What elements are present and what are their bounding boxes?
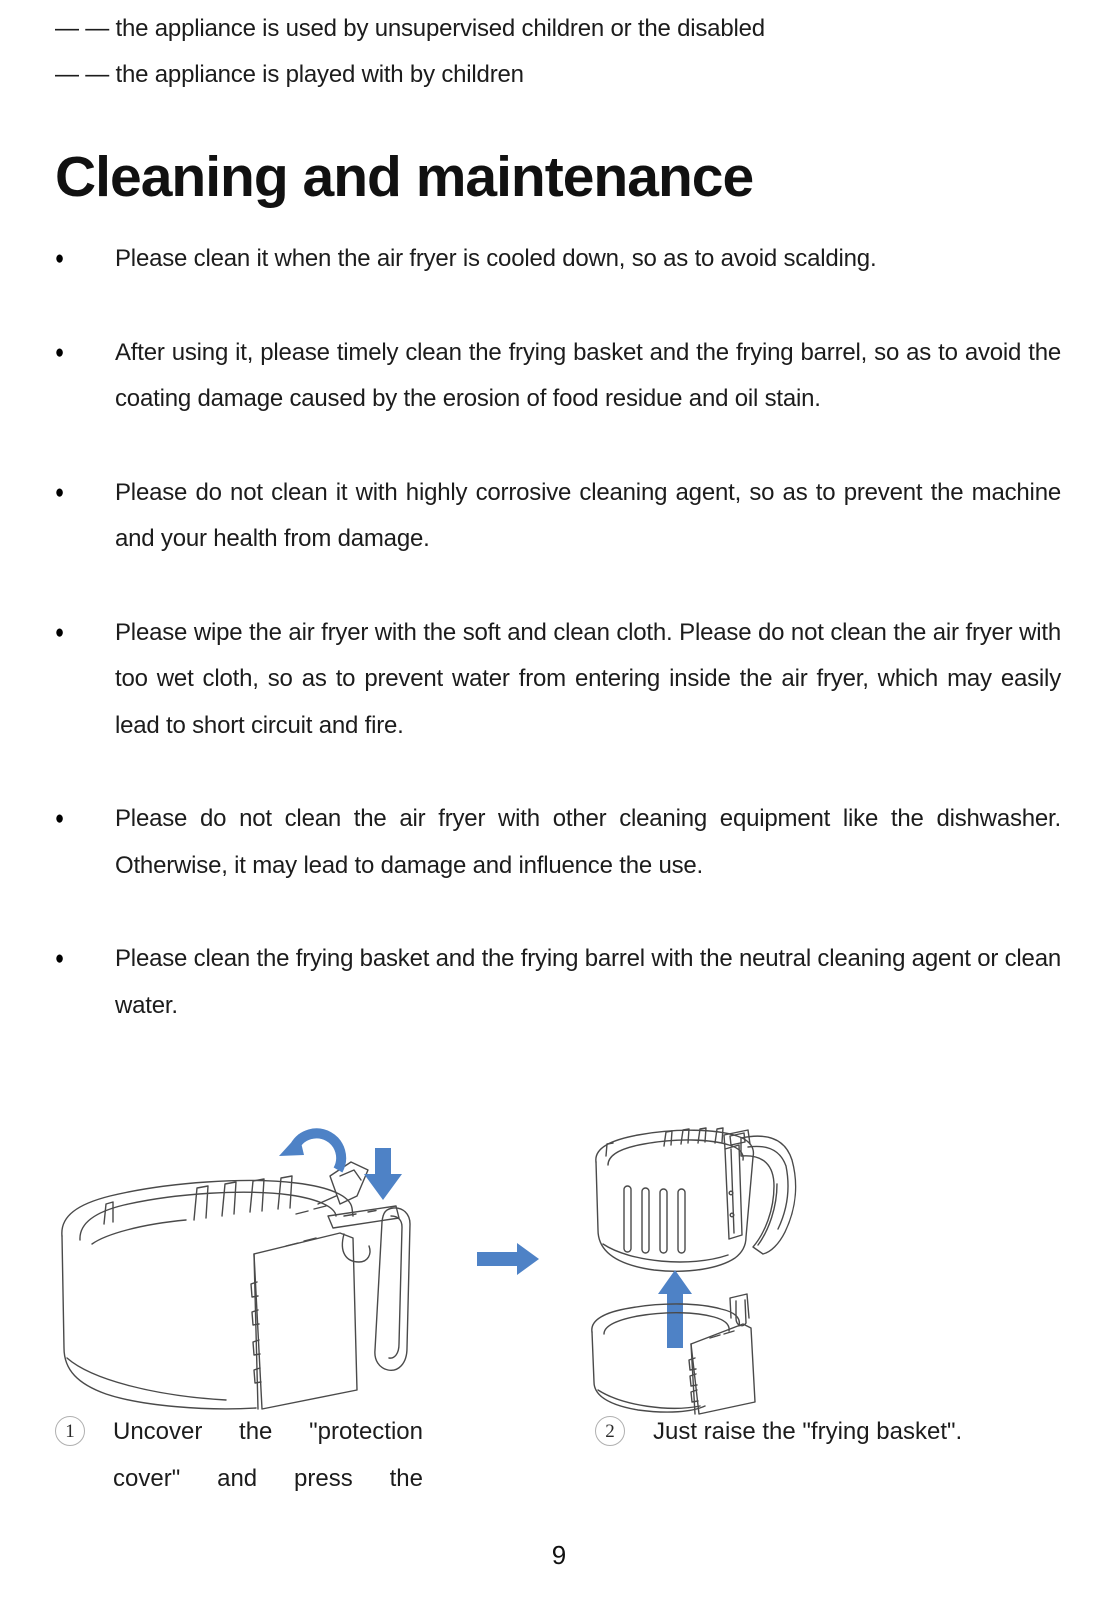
caption-step2-text: Just raise the "frying basket". xyxy=(653,1418,963,1445)
intro-line-1: — — the appliance is used by unsupervised children or the disabled xyxy=(55,15,765,42)
frying-basket-removal-drawing xyxy=(578,1104,810,1416)
bullet-text: Please do not clean it with highly corrosive cleaning agent, so as to prevent the machine and your health from damage. xyxy=(115,478,1061,552)
bullet-icon: ● xyxy=(55,948,65,969)
lift-up-arrow-icon xyxy=(658,1270,692,1348)
bullet-icon: ● xyxy=(55,808,65,829)
list-item xyxy=(55,236,1061,283)
bullet-icon: ● xyxy=(55,481,65,503)
bullet-icon: ● xyxy=(55,248,65,269)
caption-step1-text: Uncover the "protection cover" and press the xyxy=(113,1418,423,1492)
rotate-ccw-arrow-icon xyxy=(279,1133,341,1170)
bullet-text: Please clean it when the air fryer is cooled down, so as to avoid scalding. xyxy=(115,245,877,272)
list-item xyxy=(55,796,1061,889)
list-item xyxy=(55,610,1061,750)
intro-line-2: — — the appliance is played with by children xyxy=(55,61,524,88)
page-number: 9 xyxy=(551,1540,567,1570)
figure-captions xyxy=(55,1408,1061,1518)
bullet-text: Please clean the frying basket and the frying barrel with the neutral cleaning agent or clean water. xyxy=(115,945,1061,1019)
list-item xyxy=(55,936,1061,1029)
bullet-text: Please wipe the air fryer with the soft and clean cloth. Please do not clean the air fryer with too wet cloth, so as to prevent water from entering inside the air fryer, which may easily lead to short circuit and fire. xyxy=(115,618,1061,739)
frying-basket-drawing xyxy=(596,1128,796,1271)
bullet-text: Please do not clean the air fryer with other cleaning equipment like the dishwasher. Otherwise, it may lead to damage and influence the use. xyxy=(115,805,1061,879)
press-down-arrow-icon xyxy=(364,1148,402,1200)
air-fryer-assembled-drawing xyxy=(46,1110,446,1410)
section-title: Cleaning and maintenance xyxy=(55,145,754,209)
list-item xyxy=(55,330,1061,423)
caption-step2 xyxy=(595,1408,962,1455)
bullet-icon: ● xyxy=(55,341,65,363)
list-item xyxy=(55,470,1061,563)
step2-number-badge: 2 xyxy=(595,1416,625,1446)
bullet-text: After using it, please timely clean the frying basket and the frying barrel, so as to avoid the coating damage caused by the erosion of food residue and oil stain. xyxy=(115,338,1061,412)
bullet-list xyxy=(55,236,1061,1029)
transition-arrow-icon xyxy=(477,1238,539,1280)
bullet-icon: ● xyxy=(55,621,65,643)
intro-lines xyxy=(55,0,1061,98)
caption-step1 xyxy=(55,1408,423,1502)
step1-number-badge: 1 xyxy=(55,1416,85,1446)
